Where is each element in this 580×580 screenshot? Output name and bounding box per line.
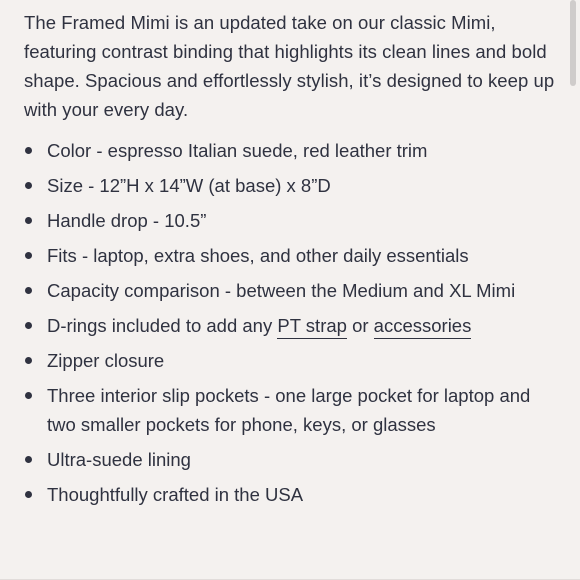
feature-drings-prefix: D-rings included to add any [47, 315, 278, 336]
bullet-icon [25, 357, 32, 364]
list-item [24, 311, 564, 340]
product-description [24, 0, 564, 515]
description-intro: The Framed Mimi is an updated take on our classic Mimi, featuring contrast binding that highlights its clean lines and bold shape. Spacious and effortlessly stylish, it’s designed to keep up with your every day. [24, 12, 555, 120]
list-item [24, 346, 564, 375]
feature-size: Size - 12”H x 14”W (at base) x 8”D [47, 175, 331, 196]
list-item [24, 206, 564, 235]
bullet-icon [25, 491, 32, 498]
list-item [24, 480, 564, 509]
feature-lining: Ultra-suede lining [47, 449, 191, 470]
feature-fits: Fits - laptop, extra shoes, and other daily essentials [47, 245, 469, 266]
feature-drings-middle: or [346, 315, 374, 336]
bullet-icon [25, 287, 32, 294]
pt-strap-link[interactable]: PT strap [277, 315, 347, 339]
bullet-icon [25, 147, 32, 154]
bullet-icon [25, 252, 32, 259]
bullet-icon [25, 392, 32, 399]
feature-list [24, 136, 564, 509]
feature-zipper: Zipper closure [47, 350, 165, 371]
bullet-icon [25, 182, 32, 189]
feature-color: Color - espresso Italian suede, red leather trim [47, 140, 428, 161]
list-item [24, 136, 564, 165]
list-item [24, 171, 564, 200]
list-item [24, 445, 564, 474]
feature-capacity: Capacity comparison - between the Medium and XL Mimi [47, 280, 516, 301]
list-item [24, 276, 564, 305]
scrollbar-thumb[interactable] [570, 0, 576, 86]
list-item [24, 241, 564, 270]
feature-crafted: Thoughtfully crafted in the USA [47, 484, 304, 505]
feature-pockets: Three interior slip pockets - one large pocket for laptop and two smaller pockets for phone, keys, or glasses [47, 385, 531, 435]
list-item [24, 381, 564, 439]
bullet-icon [25, 217, 32, 224]
bullet-icon [25, 456, 32, 463]
bullet-icon [25, 322, 32, 329]
accessories-link[interactable]: accessories [374, 315, 472, 339]
feature-handle-drop: Handle drop - 10.5” [47, 210, 207, 231]
